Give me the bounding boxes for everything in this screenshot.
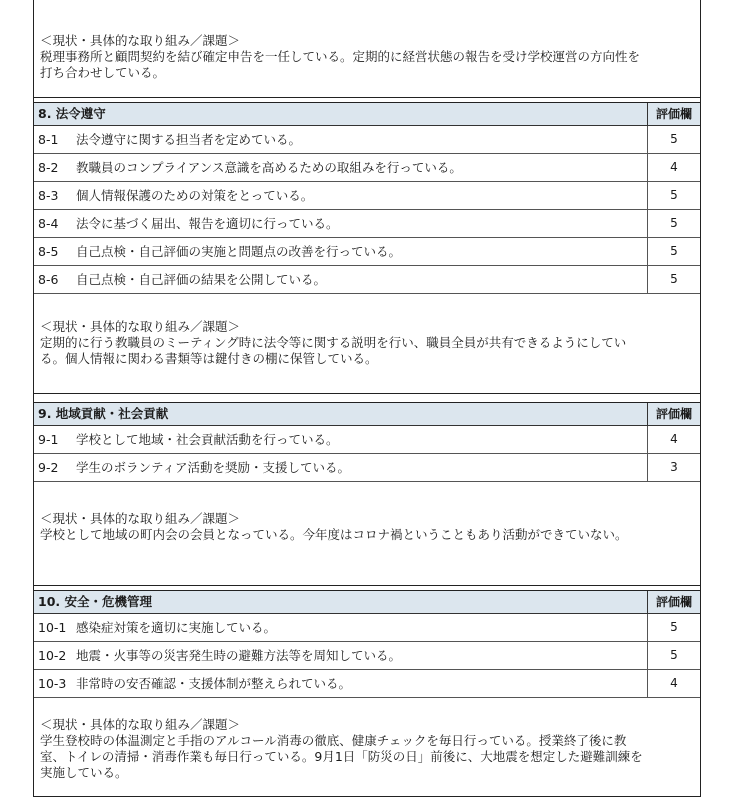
table-row xyxy=(34,642,700,670)
item-text: 感染症対策を適切に実施している。 xyxy=(76,620,277,635)
remarks-section-8 xyxy=(34,292,700,394)
table-row xyxy=(34,614,700,642)
item-score: 5 xyxy=(670,620,678,634)
item-number: 8-3 xyxy=(38,188,59,203)
eval-column-header: 評価欄 xyxy=(655,595,692,609)
remarks-section-7 xyxy=(34,0,700,98)
remarks-section-9 xyxy=(34,484,700,586)
section-title: 8. 法令遵守 xyxy=(34,103,648,125)
item-score: 4 xyxy=(670,432,678,446)
table-row xyxy=(34,126,700,154)
item-score: 5 xyxy=(670,244,678,258)
remarks-heading: ＜現状・具体的な取り組み／課題＞ xyxy=(40,511,241,526)
table-row xyxy=(34,182,700,210)
item-score: 4 xyxy=(670,160,678,174)
item-number: 8-6 xyxy=(38,272,59,287)
item-text: 法令遵守に関する担当者を定めている。 xyxy=(76,132,302,147)
remarks-section-10 xyxy=(34,698,700,795)
item-score: 5 xyxy=(670,132,678,146)
remarks-heading: ＜現状・具体的な取り組み／課題＞ xyxy=(40,319,241,334)
item-number: 10-2 xyxy=(38,648,67,663)
item-number: 8-5 xyxy=(38,244,59,259)
table-row xyxy=(34,670,700,698)
remarks-body: 学生登校時の体温測定と手指のアルコール消毒の徹底、健康チェックを毎日行っている。授業終了後に教 室、トイレの清掃・消毒作業も毎日行っている。9月1日「防災の日」前後に、大地震を想定した避難訓練を 実施している。 xyxy=(40,733,643,780)
remarks-body: 学校として地域の町内会の会員となっている。今年度はコロナ禍ということもあり活動ができていない。 xyxy=(40,527,628,542)
remarks-heading: ＜現状・具体的な取り組み／課題＞ xyxy=(40,717,241,732)
item-text: 学校として地域・社会貢献活動を行っている。 xyxy=(76,432,339,447)
item-score: 5 xyxy=(670,648,678,662)
section-header xyxy=(34,103,700,126)
section-title: 9. 地域貢献・社会貢献 xyxy=(34,403,648,425)
eval-column-header: 評価欄 xyxy=(655,107,692,121)
item-number: 8-2 xyxy=(38,160,59,175)
section-9-table xyxy=(34,402,700,482)
item-text: 非常時の安否確認・支援体制が整えられている。 xyxy=(76,676,352,691)
table-row xyxy=(34,154,700,182)
item-text: 自己点検・自己評価の実施と問題点の改善を行っている。 xyxy=(76,244,402,259)
item-number: 10-3 xyxy=(38,676,67,691)
eval-column-header: 評価欄 xyxy=(655,407,692,421)
item-number: 8-4 xyxy=(38,216,59,231)
section-header xyxy=(34,403,700,426)
item-score: 5 xyxy=(670,188,678,202)
remarks-body: 税理事務所と顧問契約を結び確定申告を一任している。定期的に経営状態の報告を受け学校運営の方向性を 打ち合わせしている。 xyxy=(40,49,641,80)
item-text: 学生のボランティア活動を奨励・支援している。 xyxy=(76,460,351,475)
remarks-body: 定期的に行う教職員のミーティング時に法令等に関する説明を行い、職員全員が共有できるようにしてい る。個人情報に関わる書類等は鍵付きの棚に保管している。 xyxy=(40,335,627,366)
table-row xyxy=(34,210,700,238)
section-title: 10. 安全・危機管理 xyxy=(34,591,648,613)
table-row xyxy=(34,238,700,266)
item-number: 9-2 xyxy=(38,460,59,475)
item-text: 個人情報保護のための対策をとっている。 xyxy=(76,188,314,203)
item-number: 9-1 xyxy=(38,432,59,447)
item-text: 自己点検・自己評価の結果を公開している。 xyxy=(76,272,327,287)
item-score: 3 xyxy=(670,460,678,474)
section-8-table xyxy=(34,102,700,294)
item-score: 5 xyxy=(670,272,678,286)
item-text: 地震・火事等の災害発生時の避難方法等を周知している。 xyxy=(76,648,402,663)
evaluation-sheet xyxy=(33,0,701,797)
section-10-table xyxy=(34,590,700,698)
section-header xyxy=(34,591,700,614)
item-number: 10-1 xyxy=(38,620,67,635)
item-text: 法令に基づく届出、報告を適切に行っている。 xyxy=(76,216,339,231)
item-text: 教職員のコンプライアンス意識を高めるための取組みを行っている。 xyxy=(76,160,462,175)
table-row xyxy=(34,426,700,454)
item-score: 4 xyxy=(670,676,678,690)
item-score: 5 xyxy=(670,216,678,230)
table-row xyxy=(34,454,700,482)
table-row xyxy=(34,266,700,294)
remarks-heading: ＜現状・具体的な取り組み／課題＞ xyxy=(40,33,241,48)
item-number: 8-1 xyxy=(38,132,59,147)
